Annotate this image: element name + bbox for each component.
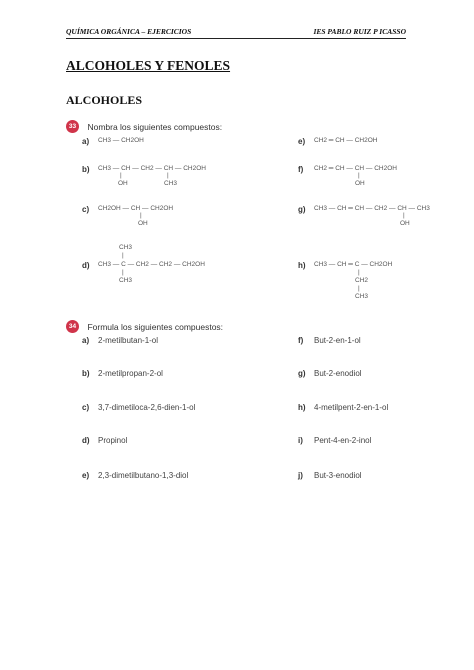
substituent-bond: | <box>140 212 142 219</box>
exercise-34-header <box>66 318 223 336</box>
formula: CH3 — CH — CH2 — CH — CH2OH <box>98 165 206 172</box>
substituent: OH <box>138 220 148 227</box>
page-title: ALCOHOLES Y FENOLES <box>66 58 231 73</box>
compound-name: 2-metilpropan-2-ol <box>98 369 163 378</box>
item-letter: e) <box>298 137 306 146</box>
item-letter: c) <box>82 403 90 412</box>
item-letter: d) <box>82 261 90 270</box>
item-letter: d) <box>82 436 90 445</box>
substituent: CH3 <box>164 180 178 187</box>
formula: CH2 ═ CH — CH2OH <box>314 137 378 144</box>
item-letter: g) <box>298 369 306 378</box>
compound-name: 2,3-dimetilbutano-1,3-diol <box>98 471 189 480</box>
substituent-bond: | <box>122 269 124 276</box>
substituent-bond: | <box>358 269 360 276</box>
compound-name: Pent-4-en-2-inol <box>314 436 372 445</box>
substituent-bond: | <box>120 172 122 179</box>
substituent: OH <box>355 180 365 187</box>
substituent: CH3 <box>119 244 133 251</box>
item-letter: h) <box>298 261 306 270</box>
substituent: CH3 <box>119 277 133 284</box>
compound-name: 2-metilbutan-1-ol <box>98 336 159 345</box>
exercise-instruction: Formula los siguientes compuestos: <box>87 321 224 332</box>
substituent-bond: | <box>358 172 360 179</box>
section-title: ALCOHOLES <box>66 93 143 107</box>
compound-name: But-2-enodiol <box>314 369 362 378</box>
formula: CH3 — C — CH2 — CH2 — CH2OH <box>98 261 205 268</box>
substituent-bond: | <box>167 172 169 179</box>
item-letter: b) <box>82 165 90 174</box>
item-letter: e) <box>82 471 90 480</box>
compound-name: 3,7-dimetiloca-2,6-dien-1-ol <box>98 403 196 412</box>
substituent-bond: | <box>122 252 124 259</box>
item-letter: b) <box>82 369 90 378</box>
exercise-instruction: Nombra los siguientes compuestos: <box>87 121 223 132</box>
exercise-number-badge: 33 <box>66 120 79 133</box>
exercise-number-badge: 34 <box>66 320 79 333</box>
item-letter: f) <box>298 336 304 345</box>
compound-name: But-3-enodiol <box>314 471 362 480</box>
substituent-bond: | <box>403 212 405 219</box>
header-right: IES PABLO RUIZ P ICASSO <box>313 27 406 36</box>
item-letter: g) <box>298 205 306 214</box>
compound-name: 4-metilpent-2-en-1-ol <box>314 403 389 412</box>
formula: CH3 — CH2OH <box>98 137 144 144</box>
header-left: QUÍMICA ORGÁNICA – EJERCICIOS <box>66 27 192 36</box>
formula: CH2OH — CH — CH2OH <box>98 205 174 212</box>
item-letter: h) <box>298 403 306 412</box>
item-letter: a) <box>82 137 90 146</box>
item-letter: f) <box>298 165 304 174</box>
formula: CH2 ═ CH — CH — CH2OH <box>314 165 397 172</box>
item-letter: a) <box>82 336 90 345</box>
substituent: CH3 <box>355 293 369 300</box>
compound-name: But-2-en-1-ol <box>314 336 361 345</box>
formula: CH3 — CH ═ CH — CH2 — CH — CH3 <box>314 205 430 212</box>
item-letter: j) <box>298 471 303 480</box>
page-header <box>66 24 406 39</box>
item-letter: i) <box>298 436 303 445</box>
substituent: OH <box>118 180 128 187</box>
substituent-bond: | <box>358 285 360 292</box>
item-letter: c) <box>82 205 90 214</box>
formula: CH3 — CH ═ C — CH2OH <box>314 261 393 268</box>
substituent: OH <box>400 220 410 227</box>
exercise-33-header <box>66 118 222 136</box>
substituent: CH2 <box>355 277 369 284</box>
compound-name: Propinol <box>98 436 128 445</box>
